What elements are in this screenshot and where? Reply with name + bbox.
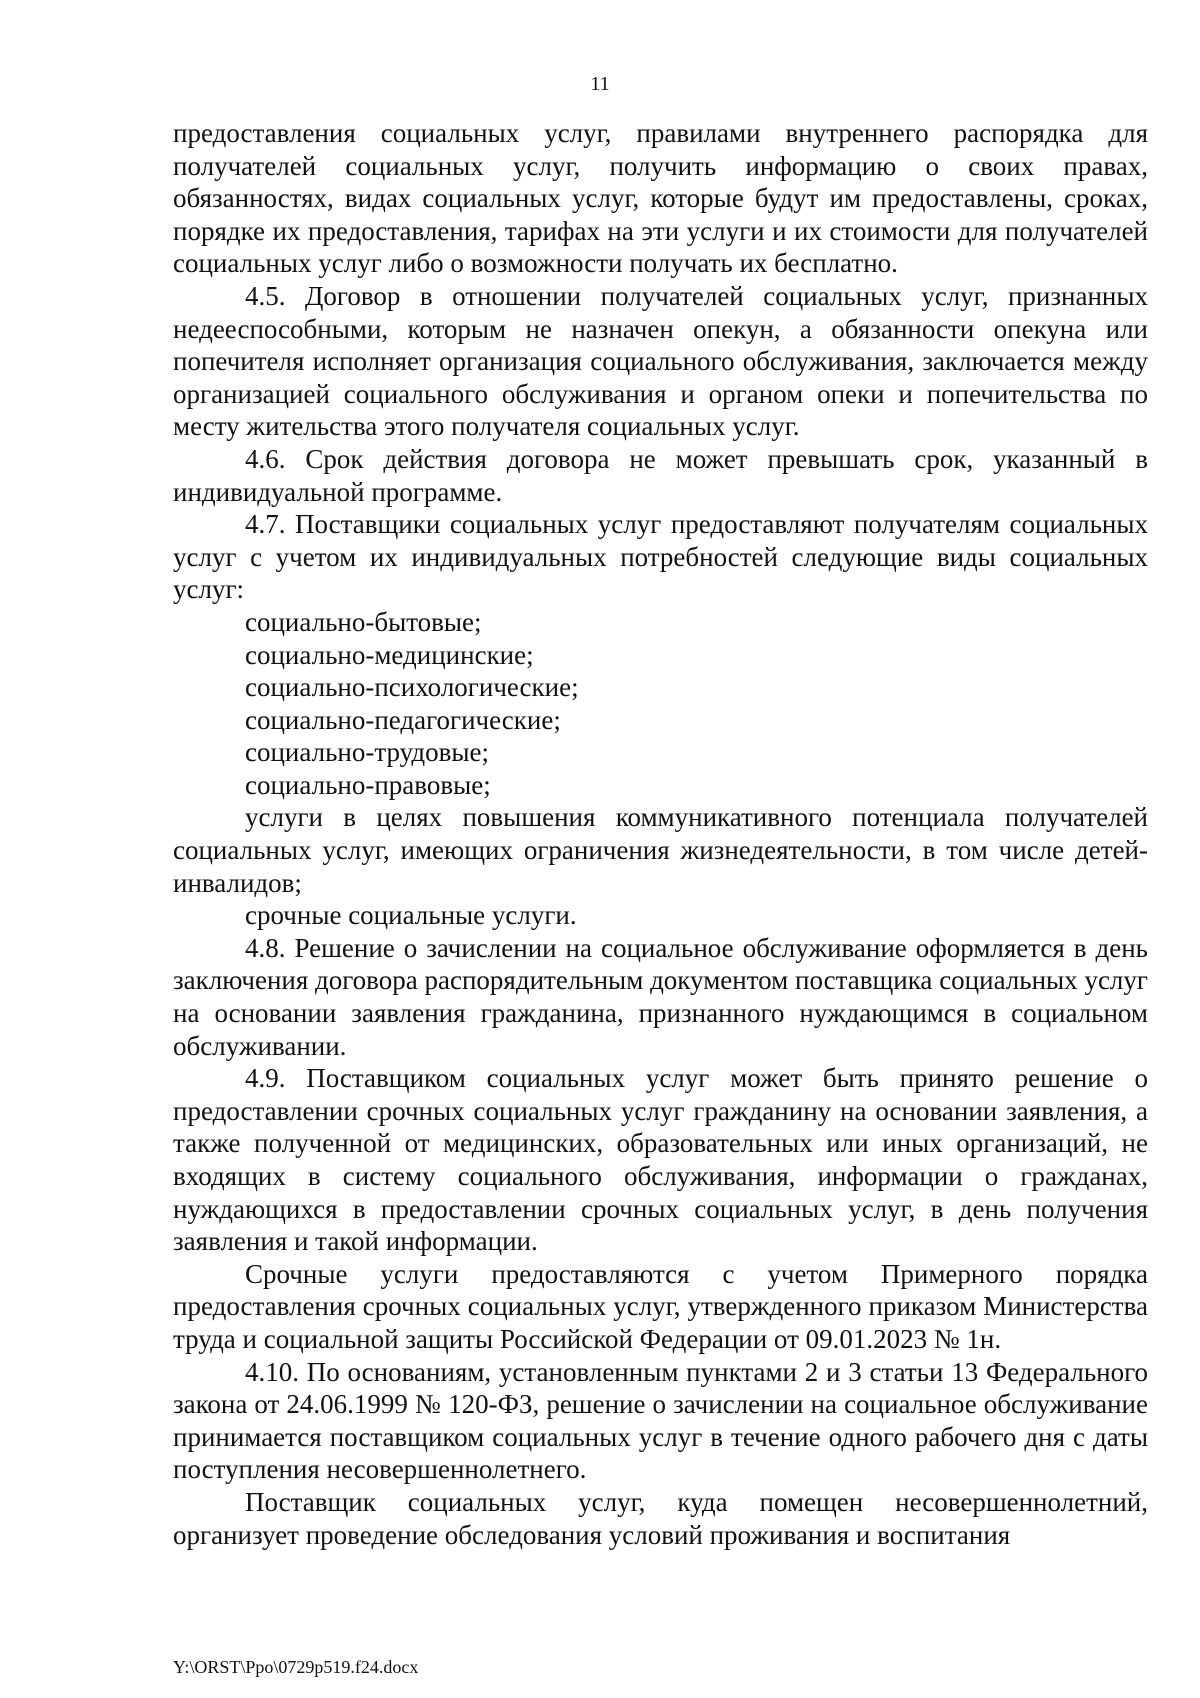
list-item-medical: социально-медицинские; — [245, 639, 534, 670]
paragraph-4-7: 4.7. Поставщики социальных услуг предоставляют получателям социальных услуг с учетом их индивидуальных потребностей следующие виды социальных услуг: — [173, 509, 1148, 605]
paragraph-provider-inspection: Поставщик социальных услуг, куда помещен несовершеннолетний, организует проведение обследования условий проживания и воспитания — [173, 1486, 1148, 1550]
list-item-urgent: срочные социальные услуги. — [245, 900, 577, 931]
paragraph-4-8: 4.8. Решение о зачислении на социальное обслуживание оформляется в день заключения договора распорядительным документом поставщика социальных услуг на основании заявления гражданина, признанного нуждающимся в социальном обслуживании. — [173, 932, 1148, 1061]
paragraph-4-5: 4.5. Договор в отношении получателей социальных услуг, признанных недееспособными, которым не назначен опекун, а обязанности опекуна или попечителя исполняет организация социального обслуживания, заключается между организацией социального обслуживания и органом опеки и попечительства по месту жительства этого получателя социальных услуг. — [173, 280, 1148, 442]
page-number: 11 — [590, 73, 610, 95]
paragraph-4-10: 4.10. По основаниям, установленным пунктами 2 и 3 статьи 13 Федерального закона от 24.06.1999 № 120-ФЗ, решение о зачислении на социальное обслуживание принимается поставщиком социальных услуг в течение одного рабочего дня с даты поступления несовершеннолетнего. — [173, 1356, 1148, 1485]
list-item-pedagogical: социально-педагогические; — [245, 704, 561, 735]
paragraph-continuation: предоставления социальных услуг, правилами внутреннего распорядка для получателей социальных услуг, получить информацию о своих правах, обязанностях, видах социальных услуг, которые будут им предоставлены, сроках, порядке их предоставления, тарифах на эти услуги и их стоимости для получателей социальных услуг либо о возможности получать их бесплатно. — [173, 118, 1148, 279]
list-item-communicative: услуги в целях повышения коммуникативного потенциала получателей социальных услуг, имеющих ограничения жизнедеятельности, в том числе детей-инвалидов; — [173, 802, 1148, 898]
list-item-household: социально-бытовые; — [245, 606, 482, 637]
paragraph-urgent-services: Срочные услуги предоставляются с учетом Примерного порядка предоставления срочных социальных услуг, утвержденного приказом Министерства труда и социальной защиты Российской Федерации от 09.01.2023 № 1н. — [173, 1258, 1148, 1354]
paragraph-4-9: 4.9. Поставщиком социальных услуг может быть принято решение о предоставлении срочных социальных услуг гражданину на основании заявления, а также полученной от медицинских, образовательных или иных организаций, не входящих в систему социального обслуживания, информации о гражданах, нуждающихся в предоставлении срочных социальных услуг, в день получения заявления и такой информации. — [173, 1063, 1148, 1257]
footer-file-path: Y:\ORST\Ppo\0729p519.f24.docx — [173, 1657, 419, 1677]
list-item-legal: социально-правовые; — [245, 769, 491, 800]
document-body — [173, 117, 1148, 1551]
paragraph-4-6: 4.6. Срок действия договора не может превышать срок, указанный в индивидуальной программе. — [173, 443, 1148, 507]
list-item-labor: социально-трудовые; — [245, 737, 490, 768]
list-item-psychological: социально-психологические; — [245, 672, 579, 703]
